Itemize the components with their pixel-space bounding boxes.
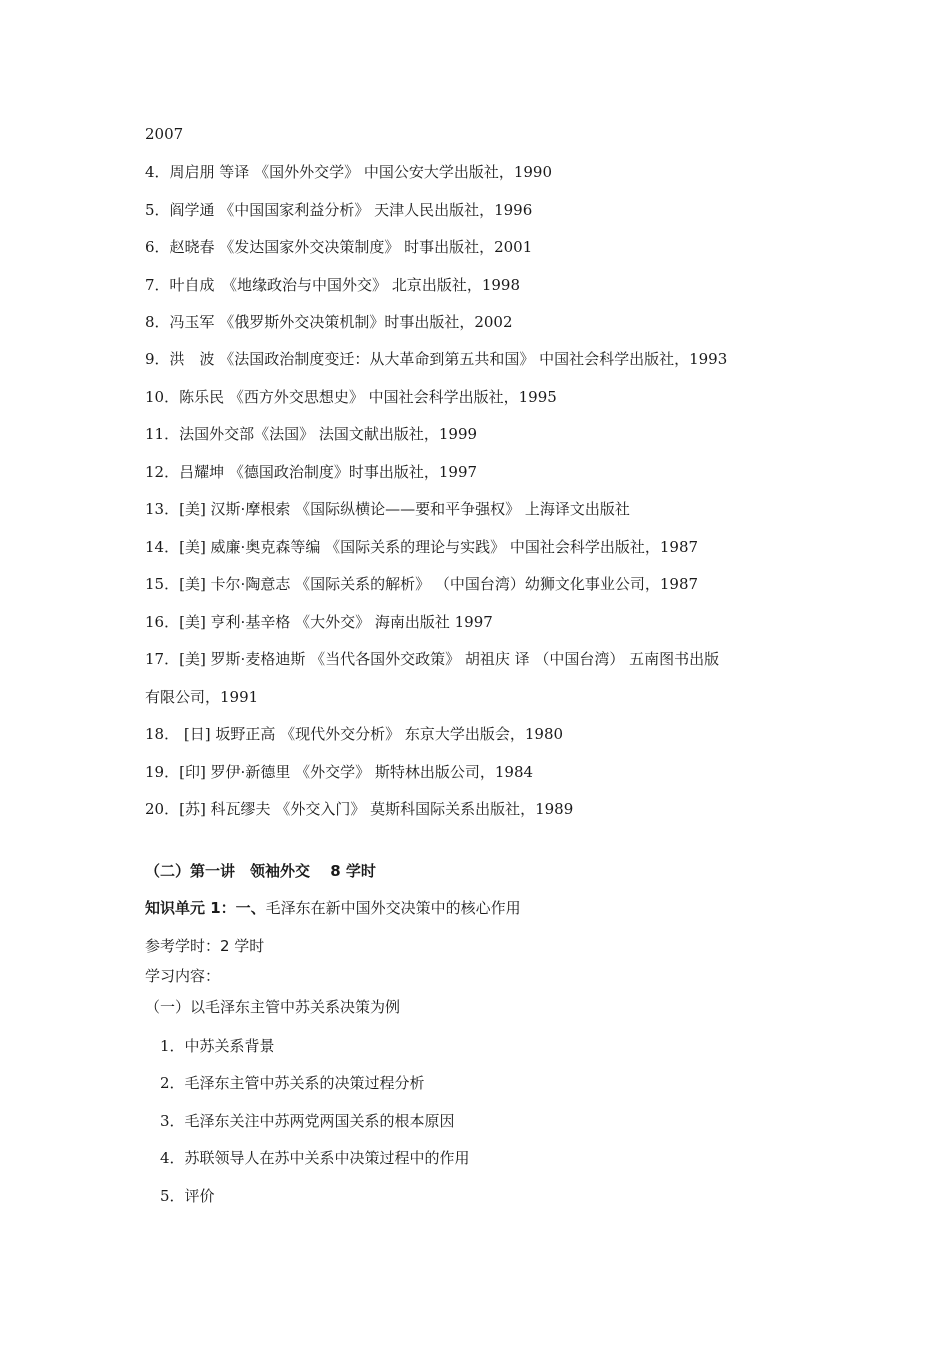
unit-title: 毛泽东在新中国外交决策中的核心作用 <box>265 899 521 917</box>
reference-item: 10．陈乐民 《西方外交思想史》 中国社会科学出版社，1995 <box>145 388 557 406</box>
reference-item: 16．[美] 亨利·基辛格 《大外交》 海南出版社 1997 <box>145 613 493 631</box>
reference-item: 13．[美] 汉斯·摩根索 《国际纵横论——要和平争强权》 上海译文出版社 <box>145 500 630 518</box>
list-item: 3．毛泽东关注中苏两党两国关系的根本原因 <box>160 1112 455 1130</box>
reference-item: 15．[美] 卡尔·陶意志 《国际关系的解析》 （中国台湾）幼狮文化事业公司，1987 <box>145 575 699 593</box>
section-heading: （一）以毛泽东主管中苏关系决策为例 <box>145 998 401 1016</box>
reference-item: 12．吕耀坤 《德国政治制度》时事出版社，1997 <box>145 463 478 481</box>
reference-item: 4．周启朋 等译 《国外外交学》 中国公安大学出版社，1990 <box>145 163 553 181</box>
reference-item: 7．叶自成 《地缘政治与中国外交》 北京出版社，1998 <box>145 276 520 294</box>
unit-label: 知识单元 1：一、 <box>145 899 266 917</box>
reference-item: 8．冯玉军 《俄罗斯外交决策机制》时事出版社，2002 <box>145 313 513 331</box>
reference-item: 18． [日] 坂野正高 《现代外交分析》 东京大学出版会，1980 <box>145 725 564 743</box>
reference-item: 5．阎学通 《中国国家利益分析》 天津人民出版社，1996 <box>145 201 533 219</box>
list-item: 4．苏联领导人在苏中关系中决策过程中的作用 <box>160 1149 470 1167</box>
reference-item: 20．[苏] 科瓦缪夫 《外交入门》 莫斯科国际关系出版社，1989 <box>145 800 574 818</box>
list-item: 1．中苏关系背景 <box>160 1037 275 1055</box>
knowledge-unit <box>145 898 521 918</box>
list-item: 2．毛泽东主管中苏关系的决策过程分析 <box>160 1074 425 1092</box>
reference-hours: 参考学时：2 学时 <box>145 937 265 955</box>
reference-continuation: 2007 <box>145 125 184 143</box>
lecture-heading: （二）第一讲 领袖外交 8 学时 <box>145 862 376 880</box>
reference-item: 19．[印] 罗伊·新德里 《外交学》 斯特林出版公司，1984 <box>145 763 534 781</box>
reference-item: 17．[美] 罗斯·麦格迪斯 《当代各国外交政策》 胡祖庆 译 （中国台湾） 五南图书出版 <box>145 650 720 668</box>
reference-item-continuation: 有限公司，1991 <box>145 688 259 706</box>
content-label: 学习内容： <box>145 967 221 985</box>
reference-item: 9．洪 波 《法国政治制度变迁：从大革命到第五共和国》 中国社会科学出版社，1993 <box>145 350 728 368</box>
reference-item: 14．[美] 威廉·奥克森等编 《国际关系的理论与实践》 中国社会科学出版社，1987 <box>145 538 699 556</box>
list-item: 5．评价 <box>160 1187 215 1205</box>
reference-item: 6．赵晓春 《发达国家外交决策制度》 时事出版社，2001 <box>145 238 533 256</box>
reference-item: 11．法国外交部《法国》 法国文献出版社，1999 <box>145 425 478 443</box>
